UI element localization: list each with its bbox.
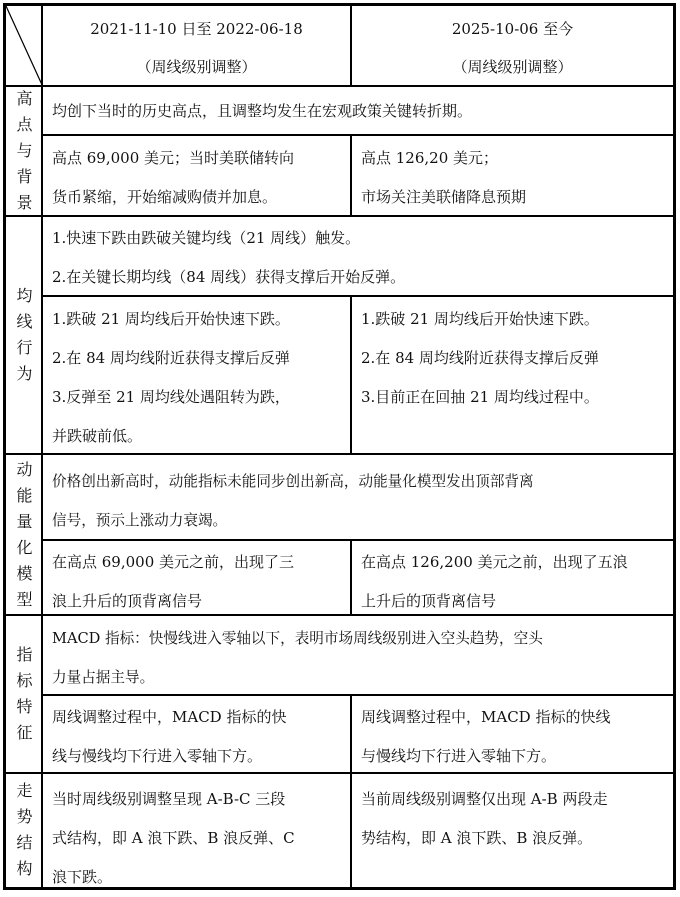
- label-char: 走: [16, 781, 33, 800]
- label-char: 景: [16, 193, 33, 212]
- label-char: 行: [16, 338, 33, 357]
- text-line: 1.快速下跌由跌破关键均线（21 周线）触发。: [52, 229, 361, 247]
- text-line: 高点 69,000 美元；当时美联储转向: [52, 149, 295, 167]
- row5-col1-text: [52, 780, 295, 897]
- row1-shared-text: [52, 92, 472, 131]
- text-line: 浪上升后的顶背离信号: [52, 592, 203, 610]
- row1-col2-text: [361, 139, 526, 217]
- row-label-momentum-model: [6, 455, 43, 614]
- text-line: 1.跌破 21 周均线后开始快速下跌。: [361, 310, 599, 328]
- label-char: 指: [16, 645, 33, 664]
- label-char: 型: [16, 589, 33, 609]
- label-char: 标: [16, 671, 33, 690]
- header-col2: [352, 6, 673, 89]
- text-line: 在高点 69,000 美元之前，出现了三: [52, 553, 295, 571]
- text-line: 信号，预示上涨动力衰竭。: [52, 512, 228, 529]
- text-line: 在高点 126,200 美元之前，出现了五浪: [361, 553, 628, 571]
- row2-shared-text: [52, 219, 405, 297]
- text-line: 势结构，即 A 浪下跌、B 浪反弹。: [361, 829, 593, 847]
- text-line: 力量占据主导。: [52, 669, 155, 686]
- row-divider-inner-1: [41, 134, 673, 136]
- row-label-moving-average-behavior: [6, 217, 43, 453]
- label-char: 化: [16, 537, 33, 557]
- label-char: 结: [16, 833, 33, 852]
- text-line: 2.在关键长期均线（84 周线）获得支撑后开始反弹。: [52, 268, 406, 286]
- row4-col2-text: [361, 698, 610, 776]
- text-line: 2.在 84 周均线附近获得支撑后反弹: [52, 349, 290, 367]
- row3-col1-text: [52, 543, 294, 621]
- label-char: 征: [16, 723, 33, 742]
- column-divider-row1: [350, 136, 352, 217]
- text-line: 高点 126,20 美元；: [361, 149, 499, 167]
- text-line: 当前周线级别调整仅出现 A-B 两段走: [361, 790, 608, 808]
- label-char: 能: [16, 485, 33, 505]
- row4-shared-text: [52, 619, 543, 697]
- label-char: 特: [16, 697, 33, 716]
- text-line: 均创下当时的历史高点，且调整均发生在宏观政策关键转折期。: [52, 102, 473, 120]
- text-line: 市场关注美联储降息预期: [361, 188, 527, 206]
- label-char: 点: [16, 115, 33, 134]
- column-divider-row5: [350, 774, 352, 887]
- text-line: 线与慢线均下行进入零轴下方。: [52, 747, 263, 765]
- row-label-trend-structure: [6, 774, 43, 878]
- text-line: 货币紧缩，开始缩减购债并加息。: [52, 188, 278, 206]
- diagonal-corner-line: [6, 6, 43, 87]
- label-char: 均: [16, 286, 33, 305]
- header-col1: [43, 6, 350, 89]
- label-char: 势: [16, 807, 33, 826]
- row-label-highs-background: [6, 87, 43, 215]
- text-line: 2.在 84 周均线附近获得支撑后反弹: [361, 349, 599, 367]
- text-line: 1.跌破 21 周均线后开始快速下跌。: [52, 310, 290, 328]
- row2-col1-text: [52, 300, 290, 456]
- label-char: 线: [16, 312, 33, 331]
- label-char: 模: [16, 563, 33, 583]
- text-line: 周线调整过程中，MACD 指标的快: [52, 708, 287, 726]
- label-char: 高: [16, 89, 33, 108]
- header-col1-period: 2021-11-10 日至 2022-06-18: [90, 20, 303, 38]
- column-divider-row2: [350, 297, 352, 455]
- row2-col2-text: [361, 300, 599, 417]
- row3-col2-text: [361, 543, 628, 621]
- row1-col1-text: [52, 139, 294, 217]
- label-char: 动: [16, 459, 33, 479]
- header-col1-note: （周线级别调整）: [136, 58, 257, 76]
- label-char: 背: [16, 167, 33, 186]
- label-char: 构: [16, 859, 33, 878]
- row4-col1-text: [52, 698, 286, 776]
- text-line: 3.反弹至 21 周均线处遇阻转为跌，: [52, 388, 290, 406]
- text-line: 周线调整过程中，MACD 指标的快线: [361, 708, 611, 726]
- text-line: 并跌破前低。: [52, 427, 143, 445]
- column-divider-row4: [350, 696, 352, 774]
- header-col2-note: （周线级别调整）: [452, 58, 573, 76]
- column-divider-row3: [350, 541, 352, 616]
- text-line: 当时周线级别调整呈现 A-B-C 三段: [52, 790, 286, 808]
- text-line: 价格创出新高时，动能指标未能同步创出新高，动能量化模型发出顶部背离: [52, 473, 534, 490]
- comparison-table: [3, 3, 676, 890]
- label-char: 量: [16, 511, 33, 531]
- text-line: 与慢线均下行进入零轴下方。: [361, 747, 557, 765]
- row3-shared-text: [52, 462, 534, 540]
- header-col2-period: 2025-10-06 至今: [451, 20, 574, 38]
- row5-col2-text: [361, 780, 607, 858]
- text-line: 3.目前正在回抽 21 周均线过程中。: [361, 388, 599, 406]
- label-char: 为: [16, 364, 33, 383]
- row-label-indicator-features: [6, 616, 43, 772]
- text-line: 式结构，即 A 浪下跌、B 浪反弹、C: [52, 829, 295, 847]
- text-line: 浪下跌。: [52, 868, 113, 886]
- text-line: 上升后的顶背离信号: [361, 592, 497, 610]
- text-line: MACD 指标：快慢线进入零轴以下，表明市场周线级别进入空头趋势，空头: [52, 630, 543, 647]
- label-char: 与: [16, 141, 33, 160]
